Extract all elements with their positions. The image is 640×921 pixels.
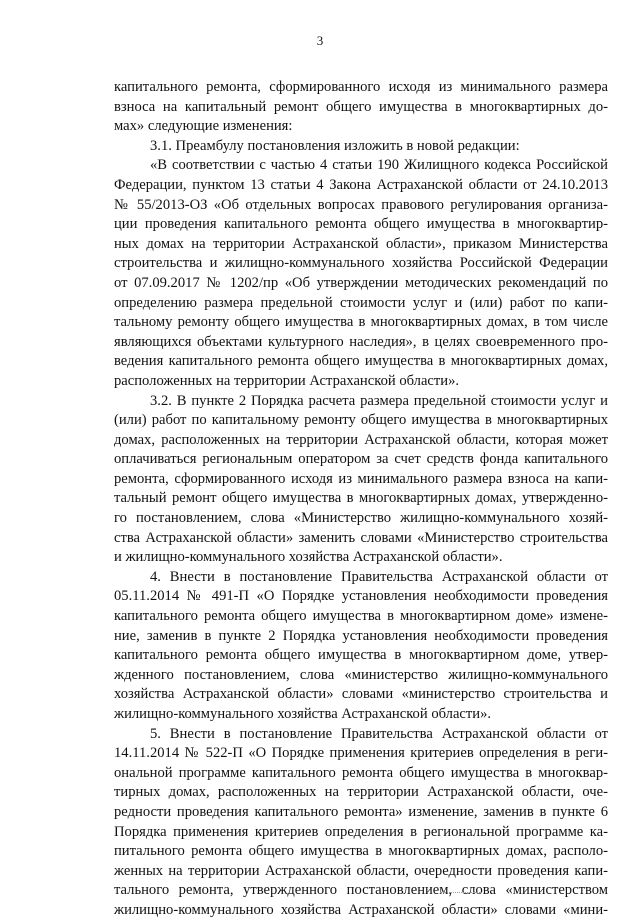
text-line: расположенных на территории Астраханской области». <box>114 372 460 389</box>
text-line: тальному ремонту общего имущества в многоквартирных домах, в том числе <box>114 314 608 331</box>
text-line: капитального ремонта общего имущества в многоквартирном доме, утвер- <box>114 647 608 664</box>
text-line: являющихся объектами культурного наследия», в целях своевременного про- <box>114 333 608 350</box>
text-line: 05.11.2014 № 491-П «О Порядке установления необходимости проведения <box>114 588 608 605</box>
text-line: жилищно-коммунального хозяйства Астраханской области». <box>114 706 492 722</box>
text-line: ние, заменив в пункте 2 Порядка установления необходимости проведения <box>114 627 608 644</box>
text-line: оплачиваться региональным оператором за счет средств фонда капитального <box>114 451 608 468</box>
text-line: домах, расположенных на территории Астраханской области, которая может <box>114 431 608 448</box>
document-body <box>114 78 608 921</box>
text-line: тальный ремонт общего имущества в многоквартирных домах, утвержденно- <box>114 490 608 507</box>
text-line: Федерации, пунктом 13 статьи 4 Закона Астраханской области от 24.10.2013 <box>114 176 608 193</box>
text-line: Порядка применения критериев определения в региональной программе ка- <box>114 823 608 840</box>
text-line: редности проведения капитального ремонта» изменение, заменив в пункте 6 <box>114 803 608 820</box>
text-line: капитального ремонта, сформированного исходя из минимального размера <box>114 79 608 95</box>
text-line: 3.2. В пункте 2 Порядка расчета размера предельной стоимости услуг и <box>150 392 608 409</box>
text-line: ремонта, сформированного исходя из минимального размера взноса на капи- <box>114 470 608 487</box>
text-line: питального ремонта общего имущества в многоквартирных домах, располо- <box>114 843 608 860</box>
text-line: ональной программе капитального ремонта общего имущества в многоквар- <box>114 764 608 781</box>
text-line: хозяйства Астраханской области» словами «министерство строительства и <box>114 686 608 703</box>
page-number: 3 <box>316 33 324 48</box>
text-line: жилищно-коммунального хозяйства Астраханской области» словами «мини- <box>114 901 608 918</box>
text-line: определению размера предельной стоимости услуг и (или) работ по капи- <box>114 294 608 311</box>
text-line: го постановлением, слова «Министерство жилищно-коммунального хозяй- <box>114 510 608 527</box>
text-line: (или) работ по капитальному ремонту общего имущества в многоквартирных <box>114 412 608 429</box>
scan-artifact-mark <box>440 892 482 893</box>
text-line: ведения капитального ремонта общего имущества в многоквартирных домах, <box>114 353 608 370</box>
text-line: женных на территории Астраханской области, очередности проведения капи- <box>114 862 608 879</box>
text-line: ных домах на территории Астраханской области», приказом Министерства <box>114 235 608 252</box>
text-line: мах» следующие изменения: <box>114 118 293 135</box>
text-line: от 07.09.2017 № 1202/пр «Об утверждении методических рекомендаций по <box>114 274 608 291</box>
text-line: и жилищно-коммунального хозяйства Астраханской области». <box>114 549 503 566</box>
text-line: 4. Внести в постановление Правительства Астраханской области от <box>150 568 608 585</box>
text-line: 14.11.2014 № 522-П «О Порядке применения критериев определения в реги- <box>114 745 608 762</box>
text-line: тального ремонта, утвержденного постановлением, слова «министерством <box>114 882 608 899</box>
text-line: № 55/2013-ОЗ «Об отдельных вопросах правового регулирования организа- <box>114 196 608 213</box>
text-line: капитального ремонта общего имущества в многоквартирном доме» измене- <box>114 608 608 625</box>
text-line: строительства и жилищно-коммунального хозяйства Российской Федерации <box>114 255 608 272</box>
text-line: «В соответствии с частью 4 статьи 190 Жилищного кодекса Российской <box>150 157 608 174</box>
text-line: 5. Внести в постановление Правительства Астраханской области от <box>150 725 608 742</box>
text-line: жденного постановлением, слова «министерство жилищно-коммунального <box>114 666 608 683</box>
text-line: ции проведения капитального ремонта общего имущества в многоквартир- <box>114 216 608 233</box>
text-line: ства Астраханской области» заменить словами «Министерство строительства <box>114 529 608 546</box>
text-line: взноса на капитальный ремонт общего имущества в многоквартирных до- <box>114 98 608 115</box>
text-line: тирных домах, расположенных на территории Астраханской области, оче- <box>114 784 608 801</box>
text-line: 3.1. Преамбулу постановления изложить в новой редакции: <box>150 137 520 154</box>
